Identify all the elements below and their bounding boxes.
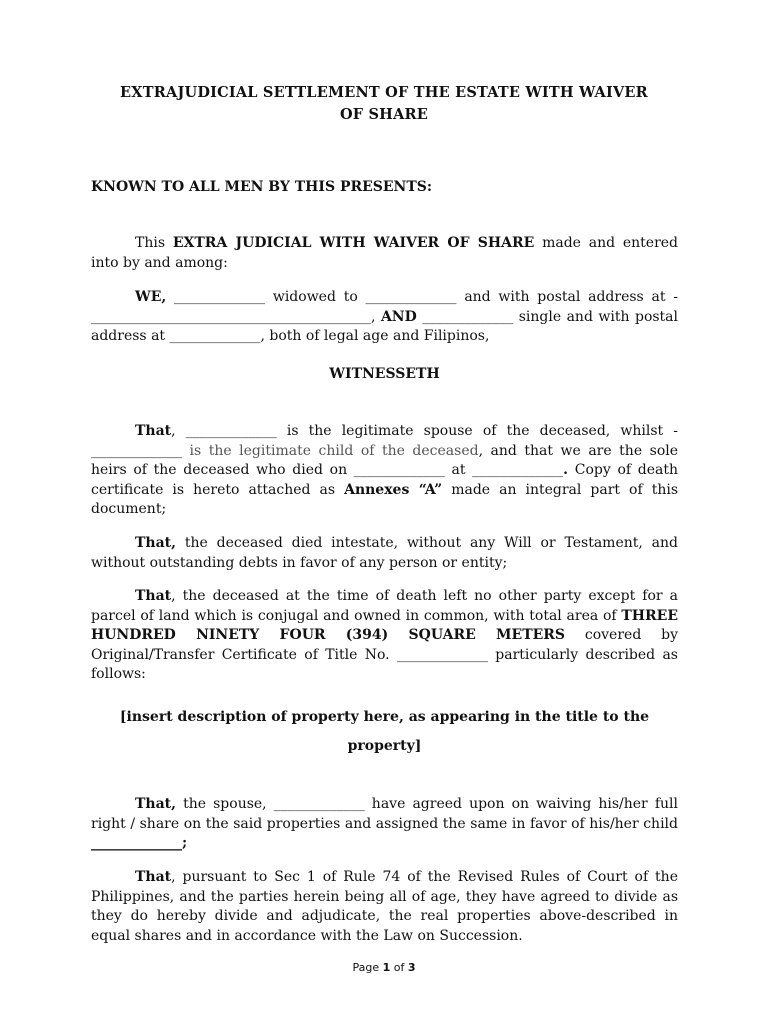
property-description-placeholder-line-1: [insert description of property here, as appearing in the title to the <box>119 709 650 725</box>
paragraph-waiver: That, the spouse, _____________ have agreed upon on waiving his/her full right / share on the said properties and assigned the same in favor of his/her child _____________; <box>91 796 678 851</box>
paragraph-partition: That, pursuant to Sec 1 of Rule 74 of the Revised Rules of Court of the Philippines, and the parties herein being all of age, they have agreed to divide as they do hereby divide and adjudicate, the real properties above-described in equal shares and in accordance with the Law on Succession. <box>91 869 678 944</box>
document-title <box>80 82 688 126</box>
property-description-placeholder-line-2: property] <box>347 738 422 754</box>
title-line-1: EXTRAJUDICIAL SETTLEMENT OF THE ESTATE WITH WAIVER <box>120 84 648 101</box>
paragraph-parties: WE, _____________ widowed to _____________ and with postal address at -________________________________________, AND _____________ single and with postal address at _____________, both of legal age and Filipinos, <box>91 289 679 344</box>
page-number-footer: Page 1 of 3 <box>352 961 416 974</box>
paragraph-heirs: That, _____________ is the legitimate spouse of the deceased, whilst -_____________ is the legitimate child of the deceased, and that we are the sole heirs of the deceased who died on _____________ at _____________. Copy of death certificate is hereto attached as Annexes “A” made an integral part of this document; <box>91 423 679 517</box>
known-all-men-heading: KNOWN TO ALL MEN BY THIS PRESENTS: <box>91 179 433 195</box>
title-line-2: OF SHARE <box>339 106 429 123</box>
paragraph-property: That, the deceased at the time of death left no other party except for a parcel of land which is conjugal and owned in common, with total area of THREE HUNDRED NINETY FOUR (394) SQUARE METERS covered by Original/Transfer Certificate of Title No. _____________ particularly described as follows: <box>91 588 678 682</box>
paragraph-intestate: That, the deceased died intestate, without any Will or Testament, and without outstanding debts in favor of any person or entity; <box>91 535 678 571</box>
paragraph-intro: This EXTRA JUDICIAL WITH WAIVER OF SHARE made and entered into by and among: <box>91 235 679 271</box>
witnesseth-heading: WITNESSETH <box>329 366 440 382</box>
